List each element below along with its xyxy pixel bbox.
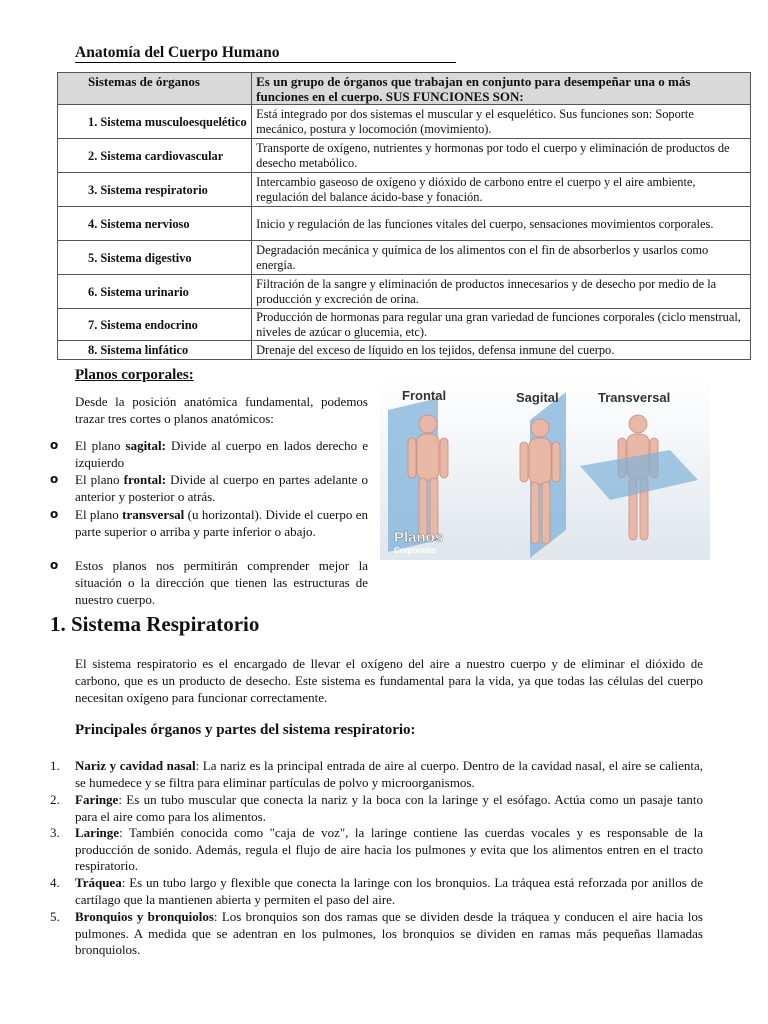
table-row	[58, 241, 751, 275]
list-item	[50, 825, 703, 875]
list-number: 5.	[50, 909, 60, 924]
planos-intro: Desde la posición anatómica fundamental, podemos trazar tres cortes o planos anatómicos:	[75, 394, 368, 426]
bullet-text: Divide al cuerpo en lados derecho e izquierdo	[75, 438, 368, 470]
list-number: 4.	[50, 875, 60, 890]
table-row	[58, 105, 751, 139]
document-title: Anatomía del Cuerpo Humano	[75, 44, 456, 63]
system-function-cell: Inicio y regulación de las funciones vitales del cuerpo, sensaciones movimientos corporales.	[252, 207, 751, 241]
table-row	[58, 173, 751, 207]
list-item	[50, 758, 703, 791]
system-function-cell: Está integrado por dos sistemas el muscular y el esquelético. Sus funciones son: Soporte mecánico, postura y locomoción (movimiento).	[252, 105, 751, 139]
organ-description: : También conocida como "caja de voz", la laringe contiene las cuerdas vocales y es responsable de la producción de sonido. Además, regula el flujo de aire hacia los pulmones y evita que los alimentos entren en el tracto respiratorio.	[75, 825, 703, 873]
bullet-marker: o	[50, 472, 59, 486]
bullet-term: frontal:	[123, 472, 167, 487]
organ-description: : Es un tubo largo y flexible que conecta la laringe con los bronquios. La tráquea está reforzada por anillos de cartílago que la mantienen abierta y permiten el paso del aire.	[75, 875, 703, 907]
body-planes-illustration	[380, 380, 710, 560]
list-number: 3.	[50, 825, 60, 840]
sagittal-label: Sagital	[516, 390, 559, 405]
list-item	[50, 437, 368, 471]
system-function-cell: Drenaje del exceso de líquido en los tejidos, defensa inmune del cuerpo.	[252, 341, 751, 360]
organ-systems-table	[57, 72, 751, 360]
bullet-text: El plano	[75, 438, 126, 453]
figure-caption-small: Corporales	[394, 546, 437, 555]
bullet-text: (u horizontal). Divide el cuerpo en parte superior o arriba y parte inferior o abajo.	[75, 507, 368, 539]
organ-description: : Es un tubo muscular que conecta la nariz y la boca con la laringe y el esófago. Actúa como un pasaje tanto para el aire como para los alimentos.	[75, 792, 703, 824]
bullet-text: Divide al cuerpo en partes adelante o anterior y posterior o atrás.	[75, 472, 369, 504]
bullet-term: sagital:	[125, 438, 166, 453]
table-header-row	[58, 73, 751, 105]
list-item	[50, 875, 703, 908]
list-item	[50, 792, 703, 825]
organ-name: Bronquios y bronquiolos	[75, 909, 214, 924]
organ-description: : La nariz es la principal entrada de aire al cuerpo. Dentro de la cavidad nasal, el aire se calienta, se humedece y se filtra para eliminar partículas de polvo y microorganismos.	[75, 758, 703, 790]
bullet-text: El plano	[75, 507, 123, 522]
respiratory-intro: El sistema respiratorio es el encargado de llevar el oxígeno del aire a nuestro cuerpo y de eliminar el dióxido de carbono, que es un producto de desecho. Este sistema es fundamental para la vida, ya que todas las células del cuerpo necesitan oxígeno para funcionar correctamente.	[75, 656, 703, 705]
organ-name: Laringe	[75, 825, 120, 840]
body-planes-figure	[380, 380, 710, 560]
list-item	[50, 471, 368, 505]
section-title: 1. Sistema Respiratorio	[50, 612, 260, 636]
bullet-text: El plano	[75, 472, 124, 487]
list-number: 1.	[50, 758, 60, 773]
organ-description: : Los bronquios son dos ramas que se dividen desde la tráquea y conducen el aire hacia los pulmones. A medida que se adentran en los pulmones, los bronquios se dividen en ramas más pequeñas llamadas bronquiolos.	[75, 909, 703, 957]
organ-name: Faringe	[75, 792, 119, 807]
planos-heading: Planos corporales:	[75, 367, 194, 383]
system-function-cell: Producción de hormonas para regular una gran variedad de funciones corporales (ciclo menstrual, niveles de azúcar o glucemia, etc).	[252, 309, 751, 341]
table-row	[58, 341, 751, 360]
list-number: 2.	[50, 792, 60, 807]
system-name-cell: 5. Sistema digestivo	[58, 241, 252, 275]
system-name-cell: 8. Sistema linfático	[58, 341, 252, 360]
table-row	[58, 207, 751, 241]
system-function-cell: Filtración de la sangre y eliminación de productos innecesarios y de desecho por medio de la producción y excreción de orina.	[252, 275, 751, 309]
system-name-cell: 6. Sistema urinario	[58, 275, 252, 309]
system-name-cell: 4. Sistema nervioso	[58, 207, 252, 241]
figure-caption-big: Planos	[394, 529, 444, 546]
system-function-cell: Degradación mecánica y química de los alimentos con el fin de absorberlos y usarlos como energía.	[252, 241, 751, 275]
list-item	[50, 557, 470, 608]
system-name-cell: 2. Sistema cardiovascular	[58, 139, 252, 173]
organ-name: Tráquea	[75, 875, 122, 890]
organs-heading: Principales órganos y partes del sistema respiratorio:	[75, 722, 416, 738]
bullet-marker: o	[50, 438, 59, 452]
list-item	[50, 506, 368, 540]
system-name-cell: 7. Sistema endocrino	[58, 309, 252, 341]
header-systems-cell: Sistemas de órganos	[58, 73, 252, 105]
table-row	[58, 139, 751, 173]
system-name-cell: 1. Sistema musculoesquelético	[58, 105, 252, 139]
frontal-label: Frontal	[402, 388, 447, 403]
system-function-cell: Transporte de oxígeno, nutrientes y hormonas por todo el cuerpo y eliminación de productos de desecho metabólico.	[252, 139, 751, 173]
bullet-text: Estos planos nos permitirán comprender mejor la situación o la dirección que tienen las estructuras de nuestro cuerpo.	[75, 558, 368, 607]
bullet-marker: o	[50, 558, 59, 572]
transverse-label: Transversal	[598, 390, 671, 405]
bullet-term: transversal	[122, 507, 185, 522]
header-functions-cell: Es un grupo de órganos que trabajan en conjunto para desempeñar una o más funciones en el cuerpo. SUS FUNCIONES SON:	[252, 73, 751, 105]
organ-name: Nariz y cavidad nasal	[75, 758, 196, 773]
system-function-cell: Intercambio gaseoso de oxígeno y dióxido de carbono entre el cuerpo y el aire ambiente, regulación del balance ácido-base y fonación.	[252, 173, 751, 207]
list-item	[50, 909, 703, 959]
table-row	[58, 275, 751, 309]
table-row	[58, 309, 751, 341]
bullet-marker: o	[50, 507, 59, 521]
system-name-cell: 3. Sistema respiratorio	[58, 173, 252, 207]
